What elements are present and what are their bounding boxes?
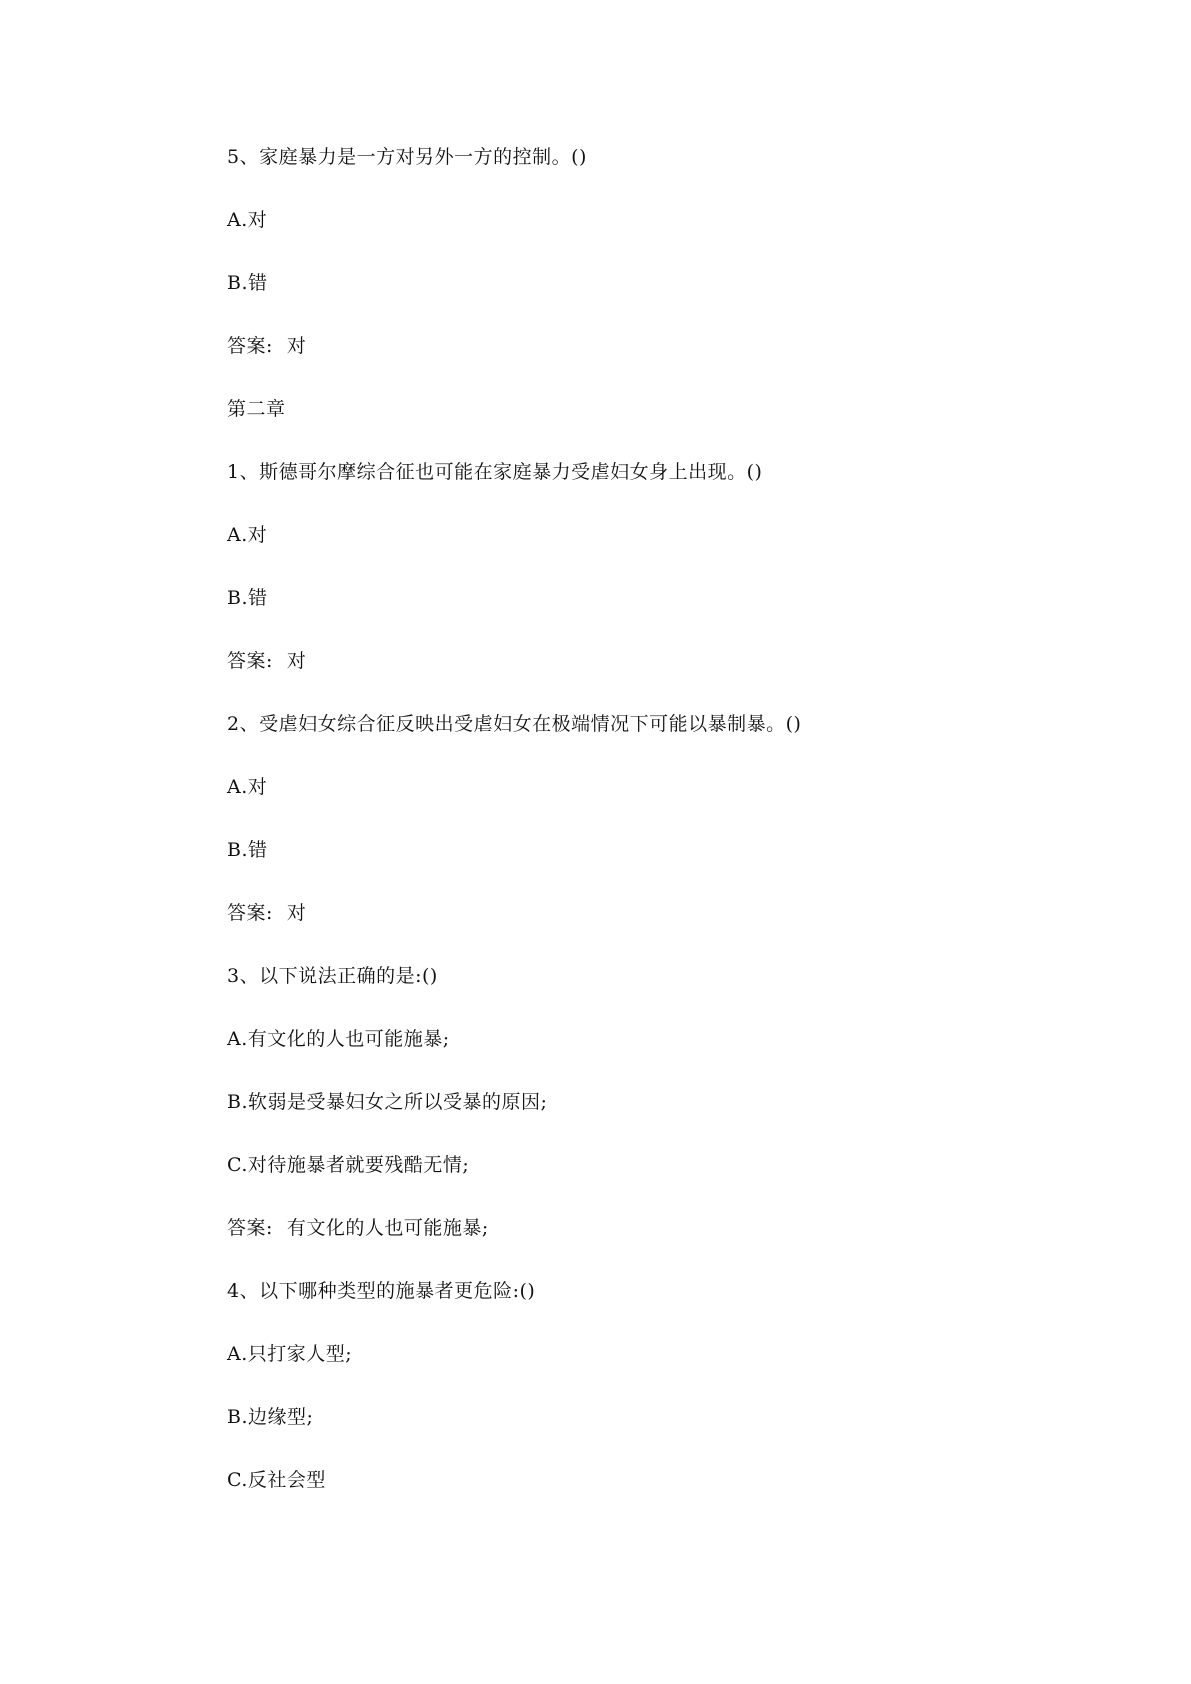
answer-value: 对 [286,902,307,924]
answer-label: 答案: [227,335,273,357]
option-b: B.软弱是受暴妇女之所以受暴的原因; [227,1091,548,1113]
option-b: B.错 [227,839,268,861]
option-a: A.对 [227,209,268,231]
answer-line [227,1216,1087,1240]
option-a: A.对 [227,776,268,798]
document-body [227,145,1087,1531]
option-c: C.对待施暴者就要残酷无情; [227,1154,470,1176]
question-text: 1、斯德哥尔摩综合征也可能在家庭暴力受虐妇女身上出现。() [227,461,763,483]
question-text: 4、以下哪种类型的施暴者更危险:() [227,1280,536,1302]
answer-line [227,649,1087,673]
answer-line [227,901,1087,925]
question-text: 3、以下说法正确的是:() [227,965,438,987]
option-c: C.反社会型 [227,1469,326,1491]
answer-value: 有文化的人也可能施暴; [286,1217,489,1239]
question-text: 5、家庭暴力是一方对另外一方的控制。() [227,146,587,168]
option-a: A.对 [227,524,268,546]
answer-label: 答案: [227,650,273,672]
chapter-heading: 第二章 [227,398,286,420]
answer-value: 对 [286,650,307,672]
option-a: A.只打家人型; [227,1343,353,1365]
answer-value: 对 [286,335,307,357]
option-a: A.有文化的人也可能施暴; [227,1028,450,1050]
answer-line [227,334,1087,358]
answer-label: 答案: [227,902,273,924]
question-text: 2、受虐妇女综合征反映出受虐妇女在极端情况下可能以暴制暴。() [227,713,802,735]
answer-label: 答案: [227,1217,273,1239]
option-b: B.边缘型; [227,1406,314,1428]
option-b: B.错 [227,272,268,294]
option-b: B.错 [227,587,268,609]
